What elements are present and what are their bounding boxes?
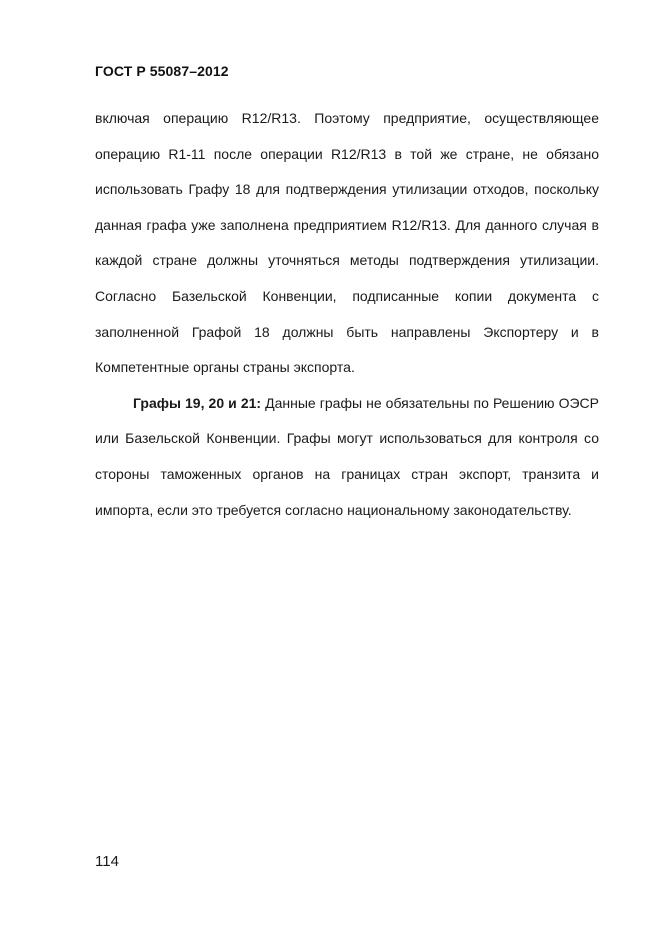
document-body	[95, 101, 599, 528]
paragraph-lead: Графы 19, 20 и 21:	[133, 394, 262, 411]
paragraph-text: Данные графы не обязательны по Решению ОЭСР или Базельской Конвенции. Графы могут использоваться для контроля со стороны таможенных органов на границах стран экспорт, транзита и импорта, если это требуется согласно национальному законодательству.	[95, 394, 599, 518]
standard-header: ГОСТ Р 55087–2012	[95, 63, 229, 79]
page-number: 114	[95, 853, 119, 870]
paragraph-columns-19-21	[95, 386, 599, 528]
paragraph-continuation: включая операцию R12/R13. Поэтому предприятие, осуществляющее операцию R1-11 после операции R12/R13 в той же стране, не обязано использовать Графу 18 для подтверждения утилизации отходов, поскольку данная графа уже заполнена предприятием R12/R13. Для данного случая в каждой стране должны уточняться методы подтверждения утилизации. Согласно Базельской Конвенции, подписанные копии документа с заполненной Графой 18 должны быть направлены Экспортеру и в Компетентные органы страны экспорта.	[95, 110, 599, 376]
